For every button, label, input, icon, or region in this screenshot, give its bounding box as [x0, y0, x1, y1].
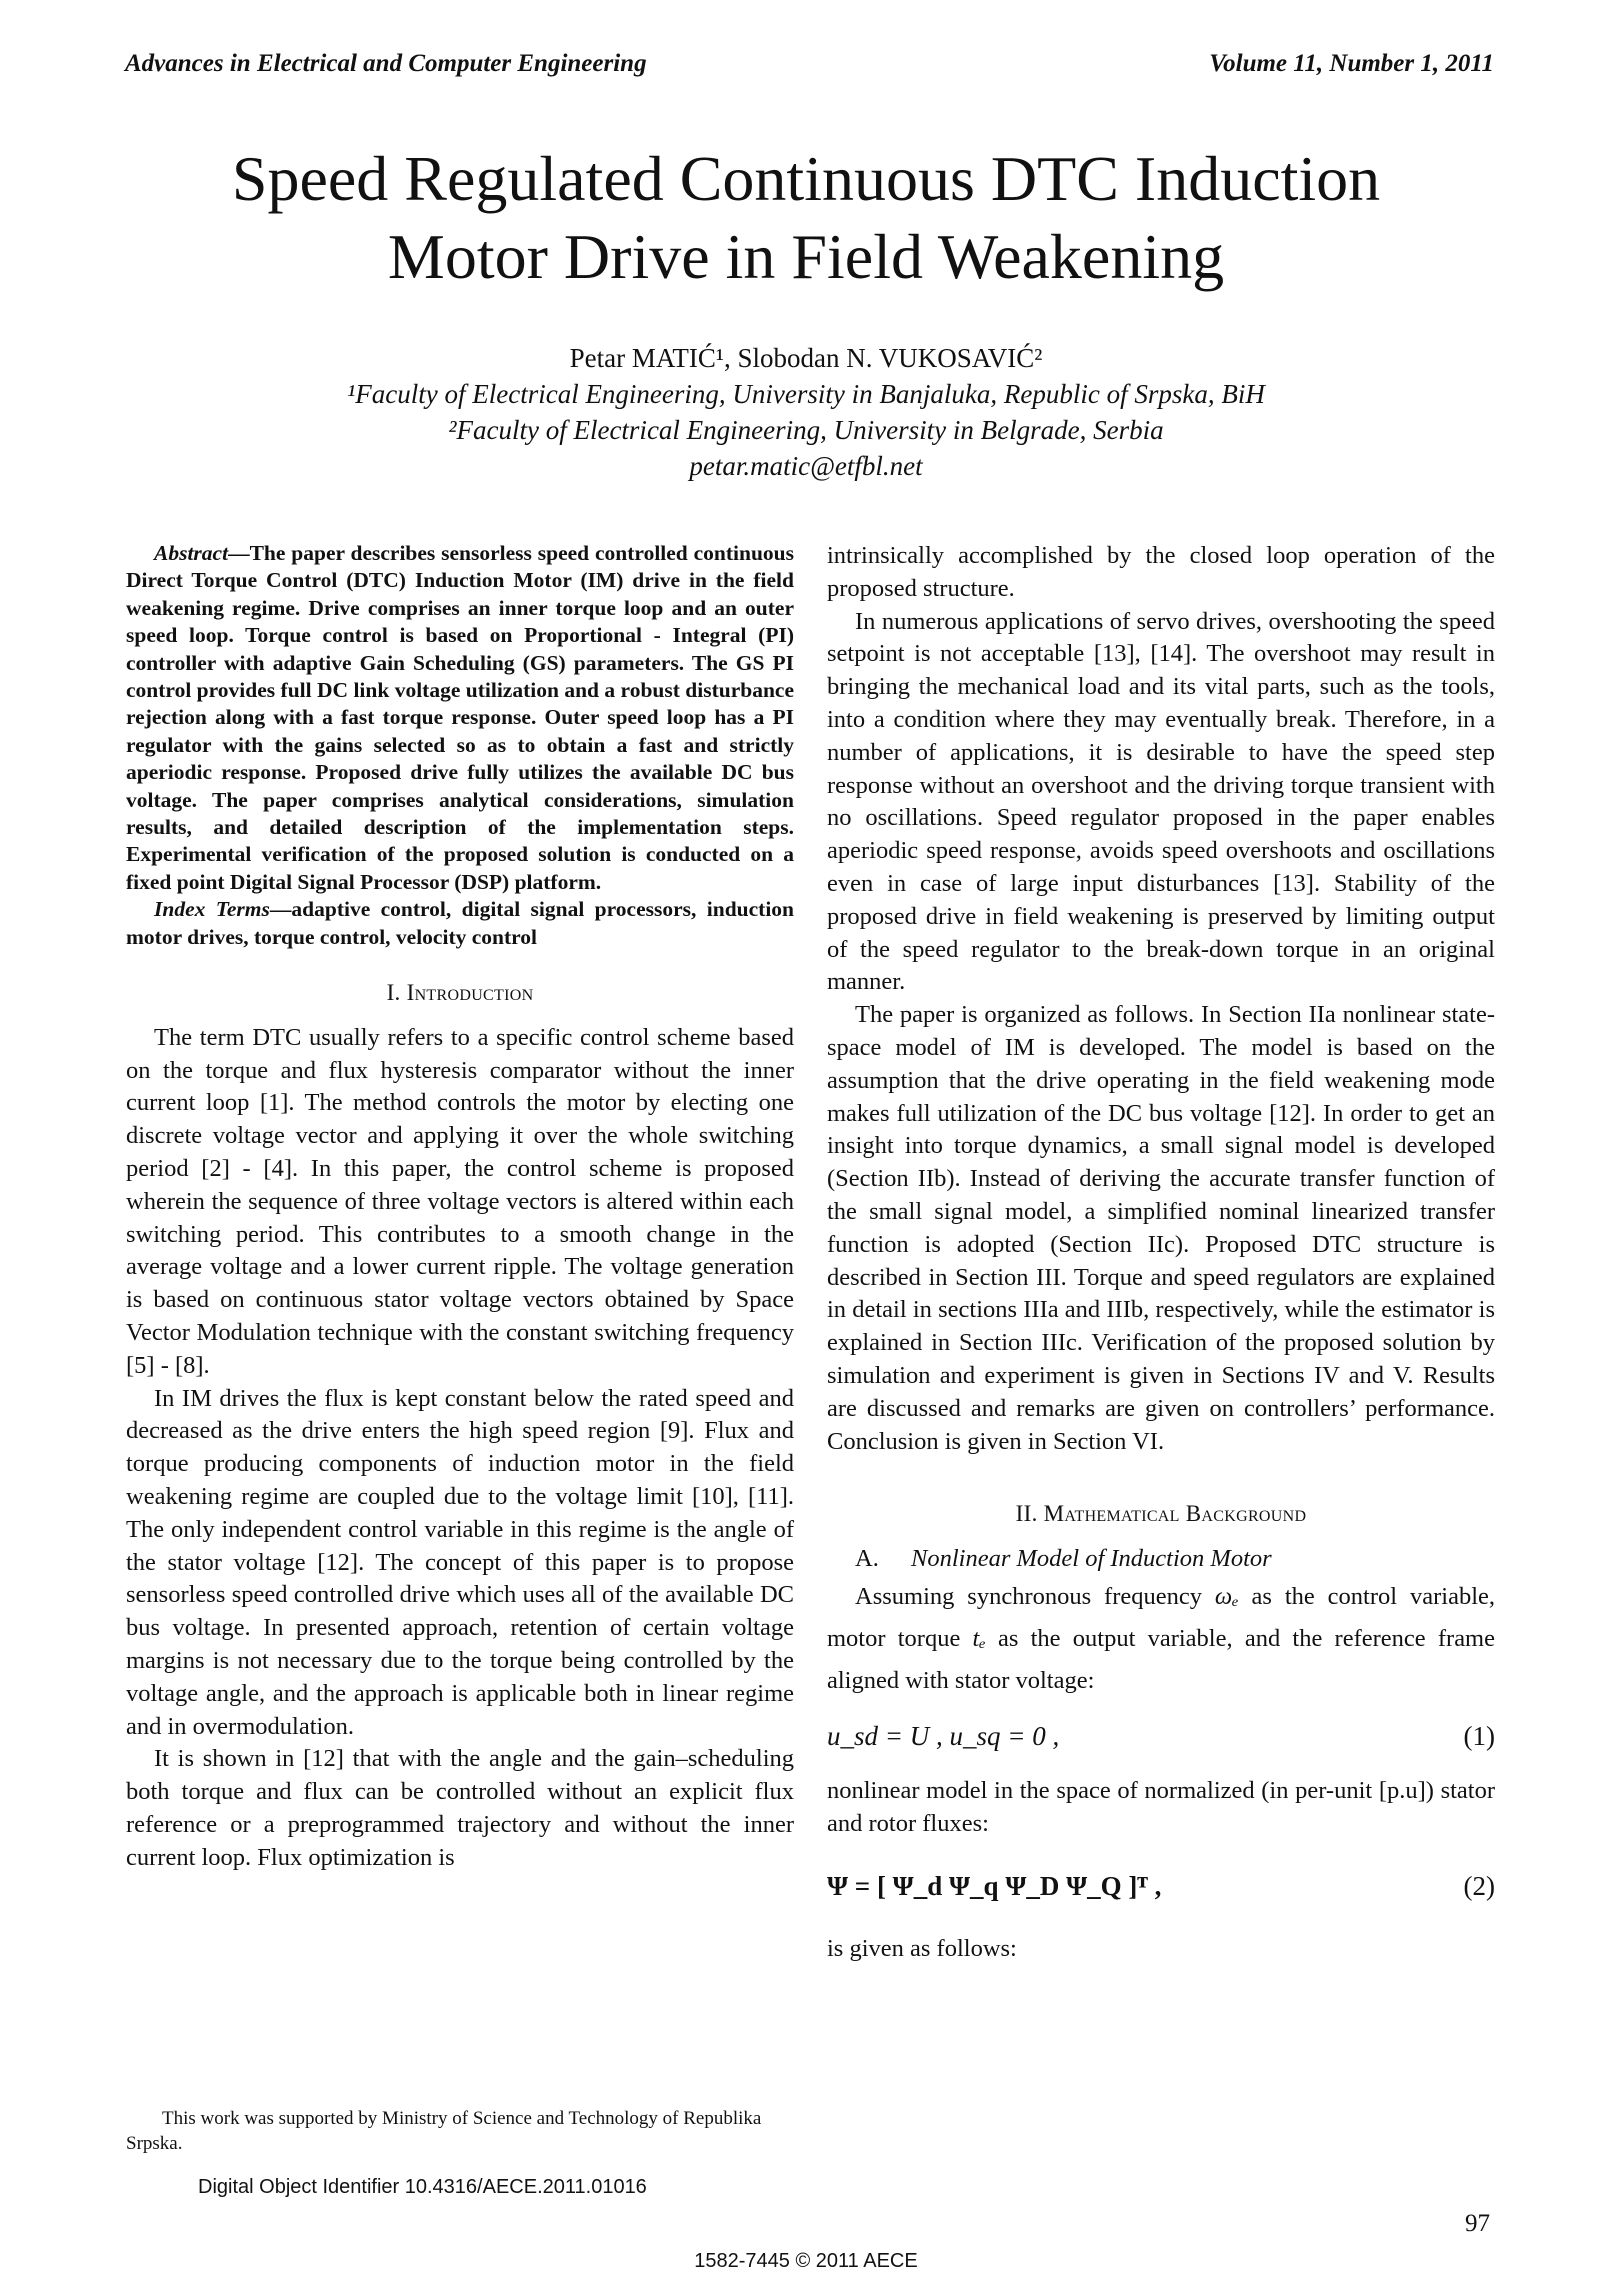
- equation-1-number: (1): [1463, 1720, 1495, 1751]
- index-terms-lead: Index Terms: [154, 897, 270, 922]
- title-line-1: Speed Regulated Continuous DTC Induction: [231, 143, 1381, 214]
- index-terms-text: —adaptive control, digital signal processors, induction motor drives, torque control, velocity control: [126, 897, 794, 949]
- affiliation-2: ²Faculty of Electrical Engineering, University in Belgrade, Serbia: [448, 415, 1164, 445]
- subsection-title: Nonlinear Model of Induction Motor: [911, 1545, 1272, 1573]
- copyright-line: 1582-7445 © 2011 AECE: [694, 2250, 918, 2272]
- affiliation-1: ¹Faculty of Electrical Engineering, University in Banjaluka, Republic of Srpska, BiH: [347, 379, 1265, 409]
- title-line-2: Motor Drive in Field Weakening: [387, 221, 1225, 292]
- abstract-lead: Abstract: [154, 541, 229, 565]
- math-paragraph-2: nonlinear model in the space of normalized (in per-unit [p.u]) stator and rotor fluxes:: [827, 1776, 1495, 1837]
- page-number: 97: [1465, 2210, 1490, 2237]
- author-block: [0, 340, 1612, 484]
- abstract: [126, 540, 794, 896]
- funding-footnote: This work was supported by Ministry of Science and Technology of Republika Srpska.: [126, 2108, 762, 2154]
- right-paragraph-continued: intrinsically accomplished by the closed loop operation of the proposed structure.: [827, 542, 1495, 602]
- equation-1: [827, 1720, 1495, 1753]
- equation-2: [827, 1870, 1495, 1903]
- math-text-b: as the control variable, motor torque: [827, 1582, 1495, 1652]
- intro-paragraph-1: The term DTC usually refers to a specific control scheme based on the torque and flux hysteresis comparator without the inner current loop [1]. The method controls the motor by electing one discrete voltage vector and applying it over the whole switching period [2] - [4]. In this paper, the control scheme is proposed wherein the sequence of three voltage vectors is altered within each switching period. This contributes to a smooth change in the average voltage and a lower current ripple. The voltage generation is based on continuous stator voltage vectors obtained by Space Vector Modulation technique with the constant switching frequency [5] - [8].: [126, 1023, 794, 1379]
- right-paragraph-2: The paper is organized as follows. In Section IIa nonlinear state-space model of IM is developed. The model is based on the assumption that the drive operating in the field weakening mode makes full utilization of the DC bus voltage [12]. In order to get an insight into torque dynamics, a small signal model is developed (Section IIb). Instead of deriving the accurate transfer function of the small signal model, a simplified nominal linearized transfer function is adopted (Section IIc). Proposed DTC structure is described in Section III. Torque and speed regulators are explained in detail in sections IIIa and IIIb, respectively, while the estimator is explained in Section IIIc. Verification of the proposed solution by simulation and experiment is given in Sections IV and V. Results are discussed and remarks are given on controllers’ performance. Conclusion is given in Section VI.: [827, 1001, 1495, 1455]
- author-names: Petar MATIĆ¹, Slobodan N. VUKOSAVIĆ²: [569, 343, 1043, 373]
- equation-2-number: (2): [1463, 1871, 1495, 1902]
- equation-2-expression: Ψ = [ Ψ_d Ψ_q Ψ_D Ψ_Q ]ᵀ ,: [827, 1871, 1162, 1902]
- right-paragraph-1: In numerous applications of servo drives, overshooting the speed setpoint is not acceptable [13], [14]. The overshoot may result in bringing the mechanical load and its vital parts, such as the tools, into a condition where they may eventually break. Therefore, in a number of applications, it is desirable to have the speed step response without an overshoot and the driving torque transient with no oscillations. Speed regulator proposed in the paper enables aperiodic speed response, avoids speed overshoots and oscillations even in case of large input disturbances [13]. Stability of the proposed drive in field weakening is preserved by limiting output of the speed regulator to the break-down torque in an original manner.: [827, 607, 1495, 996]
- doi-identifier: Digital Object Identifier 10.4316/AECE.2011.01016: [198, 2176, 647, 2198]
- journal-name: Advances in Electrical and Computer Engineering: [125, 50, 647, 77]
- math-paragraph-1: [827, 1576, 1495, 1702]
- volume-info: Volume 11, Number 1, 2011: [1209, 50, 1494, 77]
- section-heading-math: II. Mathematical Background: [1015, 1501, 1307, 1527]
- author-email[interactable]: petar.matic@etfbl.net: [689, 451, 923, 481]
- paper-title: [0, 140, 1612, 296]
- math-text-a: Assuming synchronous frequency: [855, 1582, 1215, 1610]
- intro-paragraph-2: In IM drives the flux is kept constant below the rated speed and decreased as the drive enters the high speed region [9]. Flux and torque producing components of induction motor in the field weakening regime are coupled due to the voltage limit [10], [11]. The only independent control variable in this regime is the angle of the stator voltage [12]. The concept of this paper is to propose sensorless speed controlled drive which uses all of the available DC bus voltage. In presented approach, retention of certain voltage margins is not necessary due to the torque being controlled by the voltage angle, and the approach is applicable both in linear regime and in overmodulation.: [126, 1384, 794, 1740]
- torque-symbol: tₑ: [972, 1624, 986, 1652]
- intro-paragraph-3: It is shown in [12] that with the angle and the gain–scheduling both torque and flux can be controlled without an explicit flux reference or a preprogrammed trajectory and without the inner current loop. Flux optimization is: [126, 1745, 794, 1871]
- abstract-text: —The paper describes sensorless speed controlled continuous Direct Torque Control (DTC) Induction Motor (IM) drive in the field weakening regime. Drive comprises an inner torque loop and an outer speed loop. Torque control is based on Proportional - Integral (PI) controller with adaptive Gain Scheduling (GS) parameters. The GS PI control provides full DC link voltage utilization and a robust disturbance rejection along with a fast torque response. Outer speed loop has a PI regulator with the gains selected so as to obtain a fast and strictly aperiodic response. Proposed drive fully utilizes the available DC bus voltage. The paper comprises analytical considerations, simulation results, and detailed description of the implementation steps. Experimental verification of the proposed solution is conducted on a fixed point Digital Signal Processor (DSP) platform.: [126, 541, 794, 894]
- math-paragraph-3: is given as follows:: [827, 1935, 1017, 1963]
- subsection-number: A.: [855, 1545, 879, 1573]
- right-column: [827, 540, 1495, 1966]
- index-terms: [126, 896, 794, 951]
- omega-symbol: ωₑ: [1214, 1582, 1239, 1610]
- section-heading-introduction: I. Introduction: [386, 980, 534, 1006]
- equation-1-expression: u_sd = U , u_sq = 0 ,: [827, 1720, 1060, 1751]
- left-column: [126, 540, 794, 1875]
- subsection-heading: [827, 1543, 1495, 1576]
- math-text-c: as the output variable, and the reference frame aligned with stator voltage:: [827, 1624, 1495, 1694]
